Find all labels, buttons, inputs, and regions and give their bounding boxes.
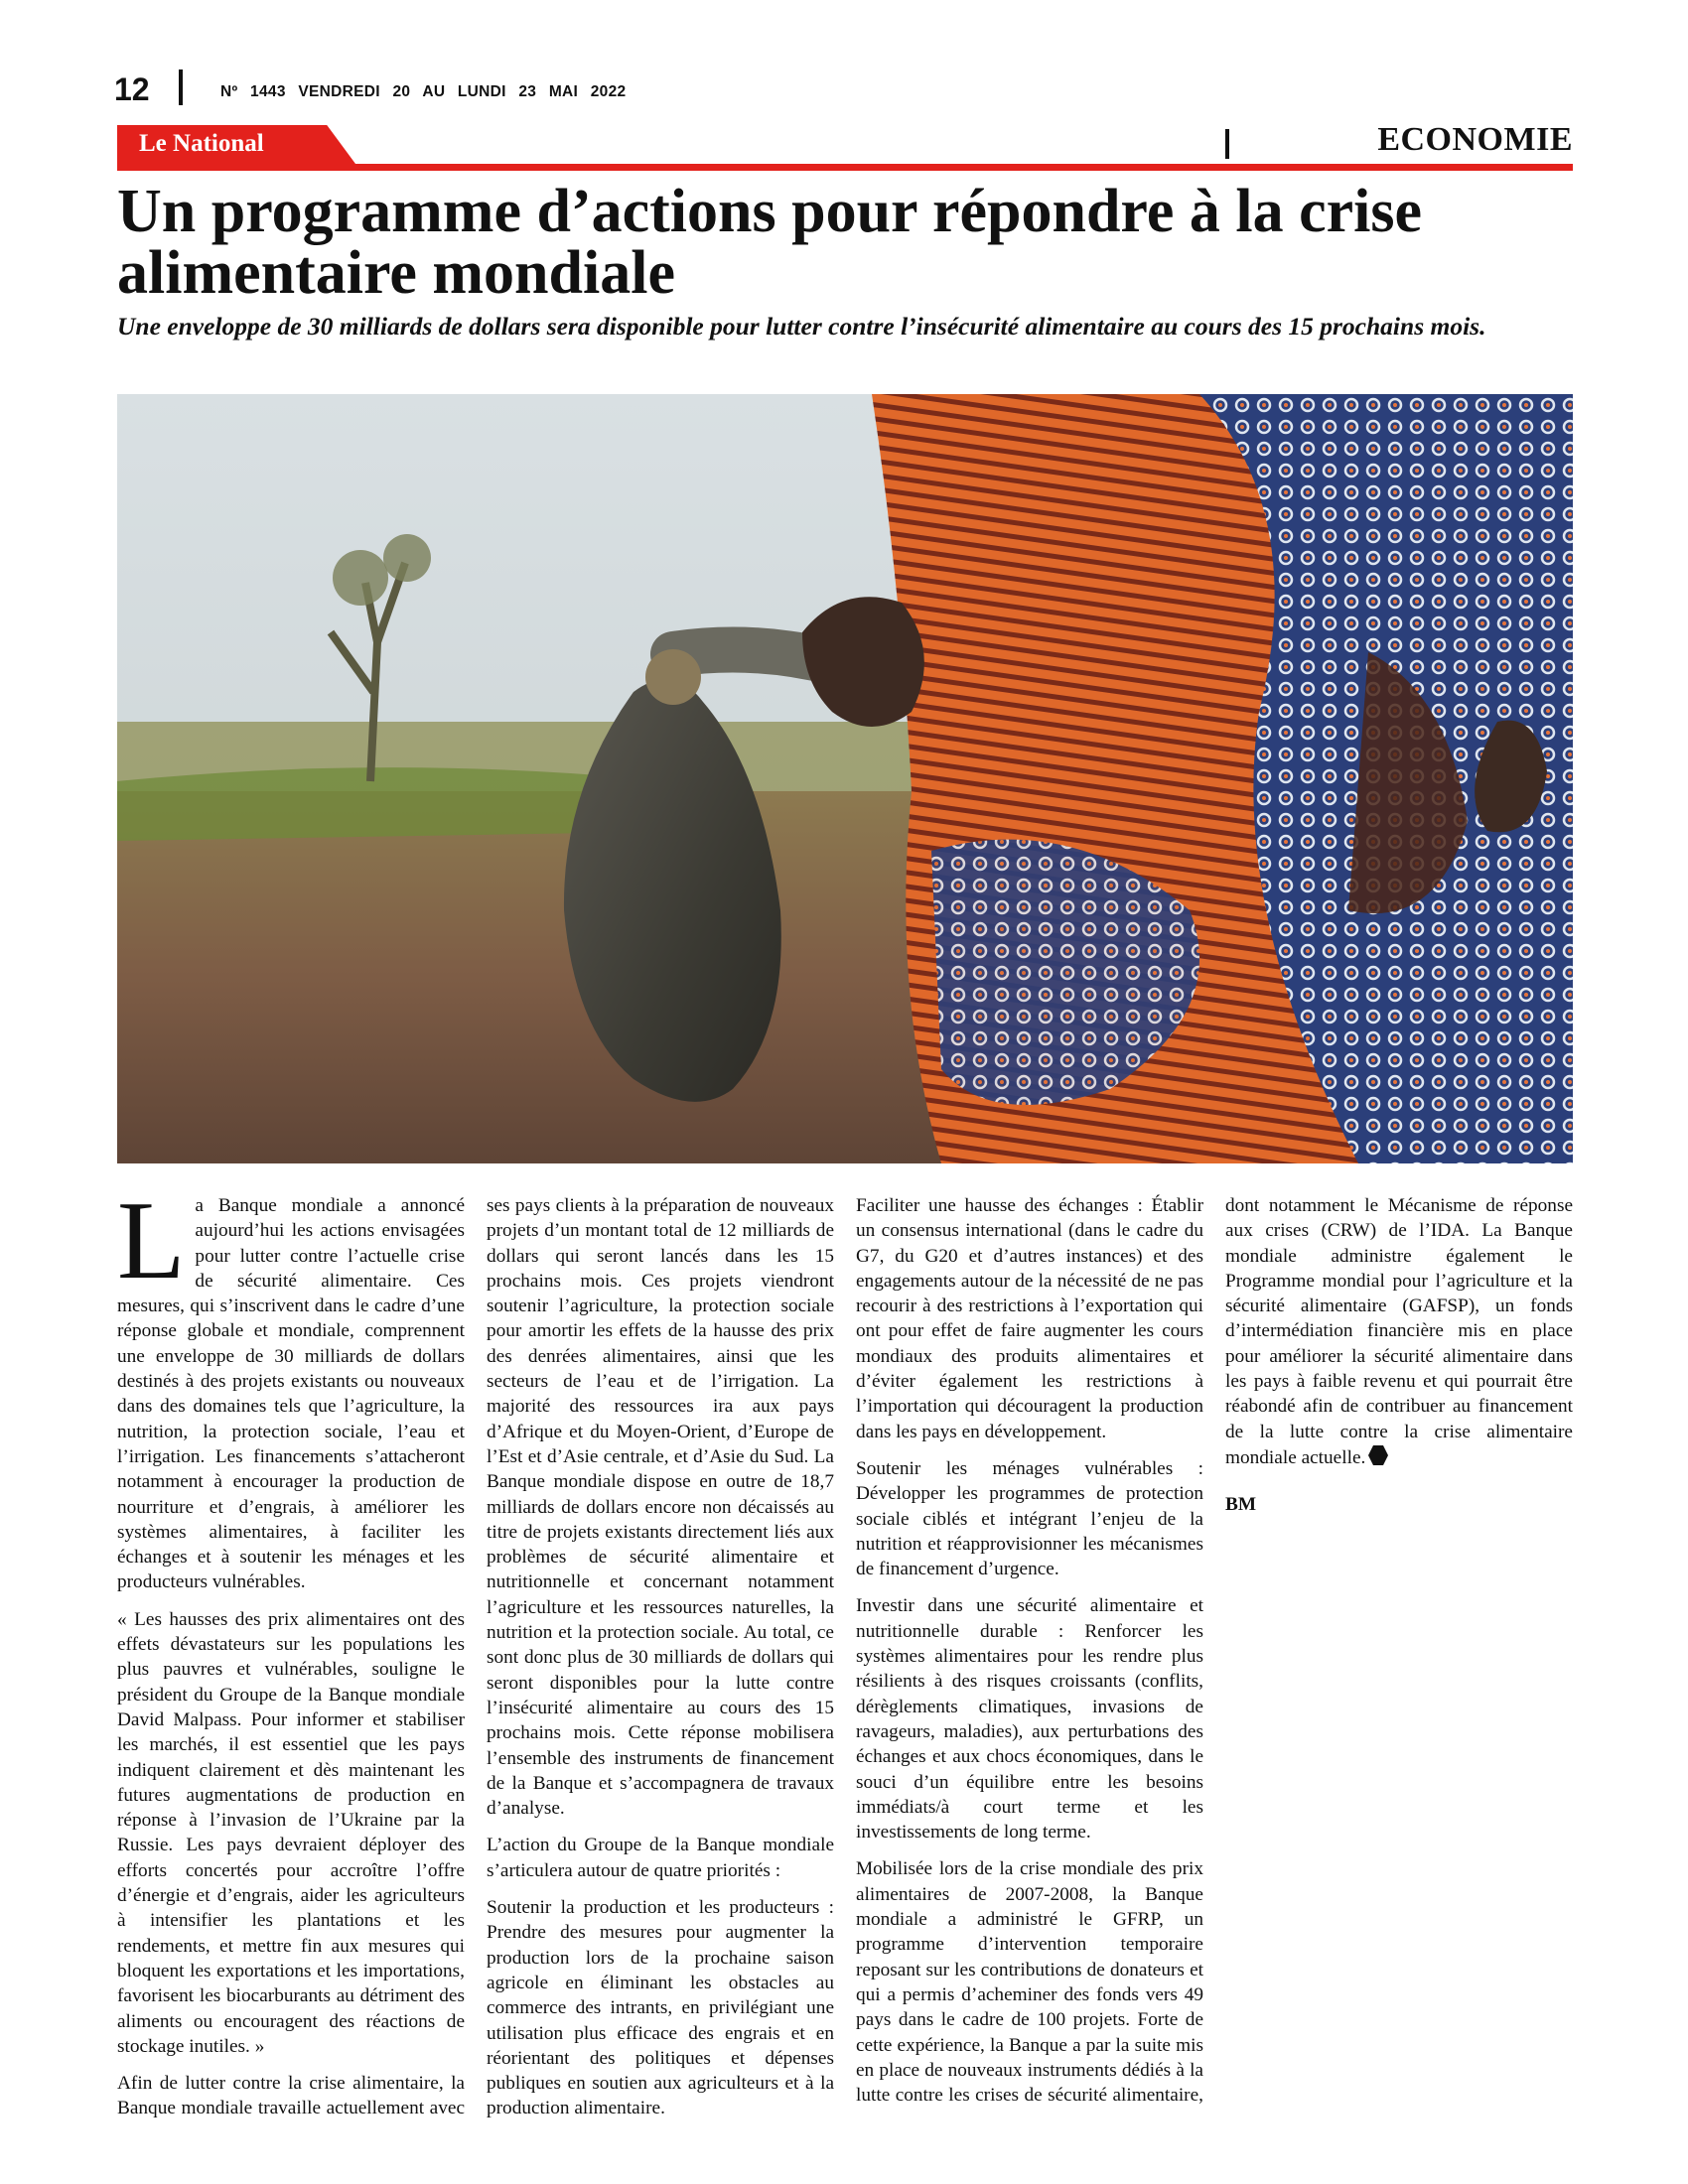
- article-paragraph: Soutenir les ménages vulnérables : Développer les programmes de protection sociale ciblés et intégrant l’enjeu de la nutrition et réapprovisionner les mécanismes de financement d’urgence.: [856, 1457, 1203, 1580]
- byline: BM: [1225, 1494, 1257, 1516]
- article-paragraph: L’action du Groupe de la Banque mondiale s’articulera autour de quatre priorités :: [487, 1835, 834, 1881]
- section-name: ECONOMIE: [1377, 121, 1573, 158]
- article-photo: [117, 394, 1573, 1163]
- article-paragraph: Faciliter une hausse des échanges : Établir un consensus international (dans le cadre du G7, du G20 et d’autres instances) et des engagements autour de la nécessité de ne pas recourir à des restrictions à l’exportation qui ont pour effet de faire augmenter les cours mondiaux des produits alimentaires et d’éviter également les restrictions à l’importation qui découragent la production dans les pays en développement.: [856, 1195, 1203, 1442]
- photo-illustration: [117, 394, 1573, 1163]
- header-rule: [117, 164, 1573, 171]
- page-number: 12: [114, 71, 150, 107]
- brand-name: Le National: [139, 130, 264, 157]
- article-paragraph: Soutenir la production et les producteurs : Prendre des mesures pour augmenter la production lors de la prochaine saison agricole en éliminant les obstacles au commerce des intrants, en privilégiant une utilisation plus efficace des engrais et en réorientant des politiques et dépenses publiques en soutien aux agriculteurs et à la production alimentaire.: [487, 1897, 834, 2119]
- page-number-separator: [179, 69, 183, 105]
- dropcap: L: [117, 1179, 186, 1302]
- end-of-article-icon: [1367, 1444, 1389, 1466]
- section-separator: [1225, 129, 1229, 159]
- article-paragraph: Investir dans une sécurité alimentaire et nutritionnelle durable : Renforcer les systèmes alimentaires pour les rendre plus résilients à des risques croissants (conflits, dérèglements climatiques, invasions de ravageurs, maladies), aux perturbations des échanges et aux chocs économiques, dans le souci d’un équilibre entre les besoins immédiats/à court terme et les investissements de long terme.: [856, 1595, 1203, 1843]
- article-paragraph: Afin de lutter contre la crise alimentaire, la Banque mondiale travaille actuellement avec ses pays clients à la préparation de nouveaux projets d’un montant total de 12 milliards de dollars qui seront lancés dans les 15 prochains mois. Ces projets viendront soutenir l’agriculture, la protection sociale pour amortir les effets de la hausse des prix des denrées alimentaires, ainsi que les secteurs de l’eau et de l’irrigation. La majorité des ressources ira aux pays d’Afrique et du Moyen-Orient, d’Europe de l’Est et d’Asie centrale, et d’Asie du Sud. La Banque mondiale dispose en outre de 18,7 milliards de dollars encore non décaissés au titre de projets existants directement liés aux problèmes de sécurité alimentaire et nutritionnelle et concernant notamment l’agriculture et les ressources naturelles, la nutrition et la protection sociale. Au total, ce sont donc plus de 30 milliards de dollars qui seront disponibles pour la lutte contre l’insécurité alimentaire au cours des 15 prochains mois. Cette réponse mobilisera l’ensemble des instruments de financement de la Banque et s’accompagnera de travaux d’analyse.: [117, 1195, 834, 2119]
- article-body: [117, 1179, 1573, 2126]
- headline: Un programme d’actions pour répondre à la crise alimentaire mondiale: [117, 178, 1422, 307]
- article-paragraph: La Banque mondiale a annoncé aujourd’hui les actions envisagées pour lutter contre l’actuelle crise de sécurité alimentaire. Ces mesures, qui s’inscrivent dans le cadre d’une réponse globale et mondiale, comprennent une enveloppe de 30 milliards de dollars destinés à des projets existants ou nouveaux dans des domaines tels que l’agriculture, la nutrition, la protection sociale, l’eau et l’irrigation. Les financements s’attacheront notamment à encourager la production de nourriture et d’engrais, à améliorer les systèmes alimentaires, à faciliter les échanges et à soutenir les ménages et les producteurs vulnérables.: [117, 1179, 465, 1593]
- standfirst: Une enveloppe de 30 milliards de dollars sera disponible pour lutter contre l’insécurité alimentaire au cours des 15 prochains mois.: [117, 312, 1486, 341]
- article-paragraph: « Les hausses des prix alimentaires ont des effets dévastateurs sur les populations les plus pauvres et vulnérables, souligne le président du Groupe de la Banque mondiale David Malpass. Pour informer et stabiliser les marchés, il est essentiel que les pays indiquent clairement et dès maintenant les futures augmentations de production en réponse à l’invasion de l’Ukraine par la Russie. Les pays devraient déployer des efforts concertés pour accroître l’offre d’énergie et d’engrais, aider les agriculteurs à intensifier les plantations et les rendements, et mettre fin aux mesures qui bloquent les exportations et les importations, favorisent les biocarburants au détriment des aliments ou encouragent des réactions de stockage inutiles. »: [117, 1608, 465, 2057]
- article-paragraph: Mobilisée lors de la crise mondiale des prix alimentaires de 2007-2008, la Banque mondiale a administré le GFRP, un programme d’intervention temporaire reposant sur les contributions de donateurs et qui a permis d’acheminer des fonds vers 49 pays dans le cadre de 100 projets. Forte de cette expérience, la Banque a par la suite mis en place de nouveaux instruments dédiés à la lutte contre les crises de sécurité alimentaire, dont notamment le Mécanisme de réponse aux crises (CRW) de l’IDA. La Banque mondiale administre également le Programme mondial pour l’agriculture et la sécurité alimentaire (GAFSP), un fonds d’intermédiation financière mis en place pour améliorer la sécurité alimentaire dans les pays à faible revenu et qui pourrait être réabondé afin de contribuer au financement de la lutte contre la crise alimentaire mondiale actuelle.: [856, 1195, 1573, 2107]
- issue-line: Nº 1443 VENDREDI 20 AU LUNDI 23 MAI 2022: [220, 83, 627, 100]
